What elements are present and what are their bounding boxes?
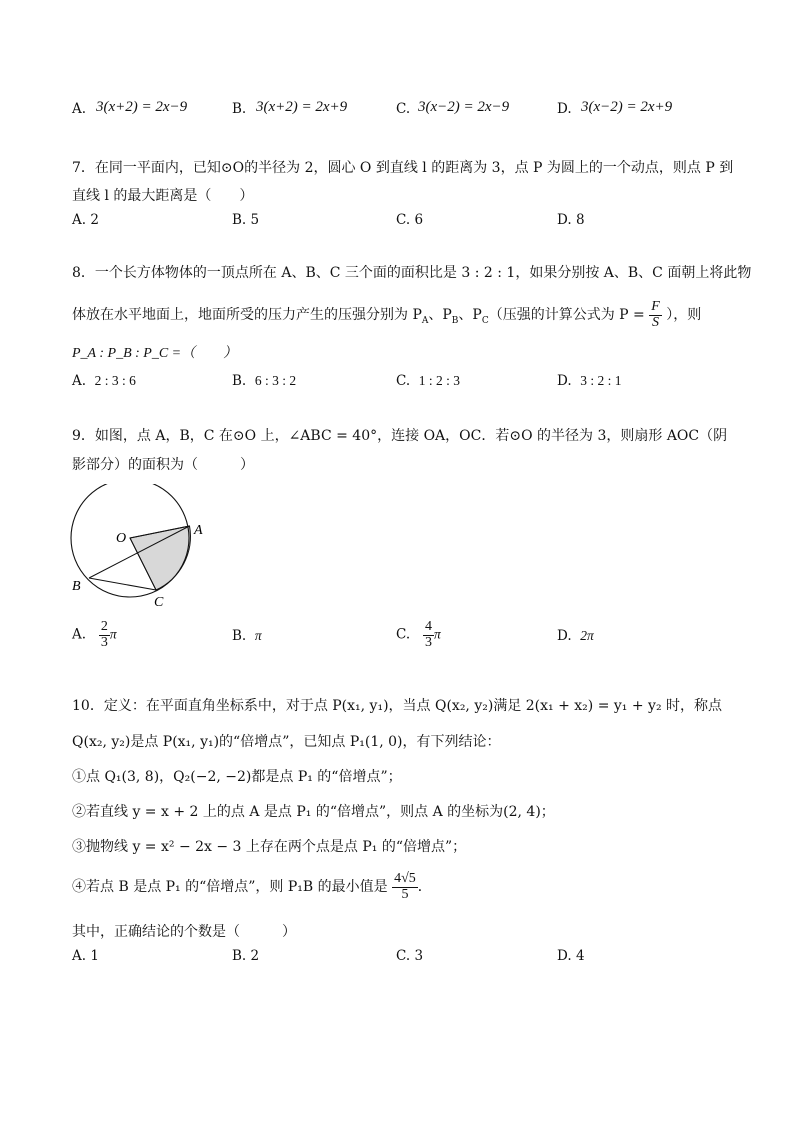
q9-option-b-label: B.: [232, 628, 247, 644]
q10-item4-den: 5: [401, 886, 409, 902]
q6-option-d-label: D.: [557, 101, 572, 117]
q7-option-d-text: 8: [575, 212, 585, 228]
q9-option-d-label: D.: [557, 628, 572, 644]
q10-option-c: [396, 948, 423, 964]
q7-option-b-text: 5: [250, 212, 260, 228]
q9-line1: 9．如图，点 A，B，C 在⊙O 上，∠ABC = 40°，连接 OA，OC．若⊙O 的半径为 3，则扇形 AOC（阴: [72, 428, 728, 444]
q7-option-b-label: B.: [232, 212, 247, 228]
q9-option-a-fraction: [99, 620, 110, 650]
q9-shaded-sector: [130, 526, 190, 590]
q10-item4-num: 4√5: [394, 871, 416, 886]
q9-option-c-num: 4: [425, 619, 433, 634]
q7-option-c: [396, 212, 423, 228]
q8-line2-post: ），则: [666, 307, 702, 324]
q9-option-c: [396, 620, 441, 650]
q9-option-d: [557, 628, 594, 644]
q9-option-a: [72, 620, 117, 650]
q10-ask: 其中，正确结论的个数是（ ）: [72, 924, 296, 940]
q10-item4-post: ．: [417, 879, 432, 896]
q10-item4: [72, 872, 432, 902]
q8-sub-c: C: [481, 315, 489, 326]
q8-line1: 8．一个长方体物体的一顶点所在 A、B、C 三个面的面积比是 3 : 2 : 1，如果分别按 A、B、C 面朝上将此物: [72, 265, 752, 281]
q9-label-c: C: [154, 595, 164, 610]
q7-option-a: [72, 212, 99, 228]
q10-option-a: [72, 948, 99, 964]
q10-option-a-text: 1: [90, 948, 99, 964]
q7-option-c-label: C.: [396, 212, 411, 228]
q6-option-b-label: B.: [232, 101, 247, 117]
q10-line2: Q(x₂, y₂)是点 P(x₁, y₁)的“倍增点”，已知点 P₁(1, 0)，有下列结论：: [72, 734, 501, 750]
q10-item1: ①点 Q₁(3, 8)，Q₂(−2, −2)都是点 P₁ 的“倍增点”；: [72, 769, 402, 785]
q8-line2-mid: （压强的计算公式为 P =: [488, 307, 645, 324]
q8-line2: [72, 300, 701, 330]
q10-item4-pre: ④若点 B 是点 P₁ 的“倍增点”，则 P₁B 的最小值是: [72, 879, 388, 896]
q9-option-a-suffix: π: [109, 626, 117, 642]
q8-option-d-label: D.: [557, 373, 572, 389]
q8-pressure-fraction: [649, 300, 662, 330]
q9-option-a-label: A.: [72, 626, 87, 643]
q7-option-a-label: A.: [72, 212, 87, 228]
q10-option-c-text: 3: [414, 948, 424, 964]
q8-option-d-text: 3 : 2 : 1: [580, 373, 622, 388]
q8-option-c-text: 1 : 2 : 3: [418, 373, 460, 388]
q8-option-b: [232, 373, 296, 389]
q9-label-a: A: [194, 523, 203, 538]
q8-option-a: [72, 373, 136, 389]
q9-line2: 影部分）的面积为（ ）: [72, 457, 254, 473]
q6-option-c-label: C.: [396, 101, 411, 117]
q8-option-c: [396, 373, 460, 389]
q8-option-a-text: 2 : 3 : 6: [94, 373, 136, 388]
q10-option-d-label: D.: [557, 948, 572, 964]
q9-option-c-den: 3: [425, 634, 433, 650]
q10-option-d: [557, 948, 585, 964]
q10-option-b-label: B.: [232, 948, 247, 964]
q7-line2: 直线 l 的最大距离是（ ）: [72, 188, 254, 204]
q9-label-b: B: [72, 579, 81, 594]
q9-option-b-text: π: [254, 628, 262, 643]
q8-option-a-label: A.: [72, 373, 87, 389]
q8-option-b-text: 6 : 3 : 2: [254, 373, 297, 388]
q10-line1: 10．定义：在平面直角坐标系中，对于点 P(x₁, y₁)，当点 Q(x₂, y₂)满足 2(x₁ + x₂) = y₁ + y₂ 时，称点: [72, 698, 723, 714]
q10-item3: ③抛物线 y = x² − 2x − 3 上存在两个点是点 P₁ 的“倍增点”；: [72, 839, 467, 855]
q8-sep2: 、P: [458, 307, 482, 324]
q8-frac-num: F: [651, 299, 660, 314]
q7-option-d-label: D.: [557, 212, 572, 228]
q9-option-c-label: C.: [396, 626, 411, 643]
q9-option-b: [232, 628, 262, 644]
q9-label-o: O: [116, 531, 127, 546]
q10-option-a-label: A.: [72, 948, 87, 964]
q9-circle-figure: [64, 484, 214, 614]
q9-option-c-suffix: π: [434, 626, 441, 642]
q10-option-b-text: 2: [250, 948, 260, 964]
q7-option-a-text: 2: [90, 212, 99, 228]
q8-sub-b: B: [451, 315, 459, 326]
q7-option-c-text: 6: [414, 212, 424, 228]
q8-option-d: [557, 373, 622, 389]
q9-option-d-text: 2π: [580, 628, 594, 643]
q10-item4-fraction: [392, 872, 418, 902]
q10-option-b: [232, 948, 259, 964]
q9-option-a-num: 2: [100, 619, 108, 634]
q6-option-a-text: 3(x+2) = 2x−9: [96, 99, 188, 115]
q7-option-d: [557, 212, 585, 228]
q8-line2-pre: 体放在水平地面上，地面所受的压力产生的压强分别为 P: [72, 307, 422, 324]
q8-line3: P_A : P_B : P_C =（ ）: [72, 346, 238, 361]
q10-item2: ②若直线 y = x + 2 上的点 A 是点 P₁ 的“倍增点”，则点 A 的坐标为(2, 4)；: [72, 804, 555, 820]
q8-frac-den: S: [652, 314, 660, 330]
q9-option-c-fraction: [423, 620, 434, 650]
q10-option-c-label: C.: [396, 948, 411, 964]
q7-option-b: [232, 212, 259, 228]
q6-option-d-text: 3(x−2) = 2x+9: [581, 99, 673, 115]
q8-sub-a: A: [421, 315, 429, 326]
q7-line1: 7．在同一平面内，已知⊙O的半径为 2，圆心 O 到直线 l 的距离为 3，点 P 为圆上的一个动点，则点 P 到: [72, 160, 734, 176]
q6-option-a-label: A.: [72, 101, 87, 117]
q8-option-c-label: C.: [396, 373, 411, 389]
q8-sep1: 、P: [428, 307, 452, 324]
q8-option-b-label: B.: [232, 373, 247, 389]
q9-option-a-den: 3: [100, 634, 108, 650]
q10-option-d-text: 4: [575, 948, 585, 964]
q6-option-c-text: 3(x−2) = 2x−9: [418, 99, 510, 115]
q6-option-b-text: 3(x+2) = 2x+9: [256, 99, 348, 115]
